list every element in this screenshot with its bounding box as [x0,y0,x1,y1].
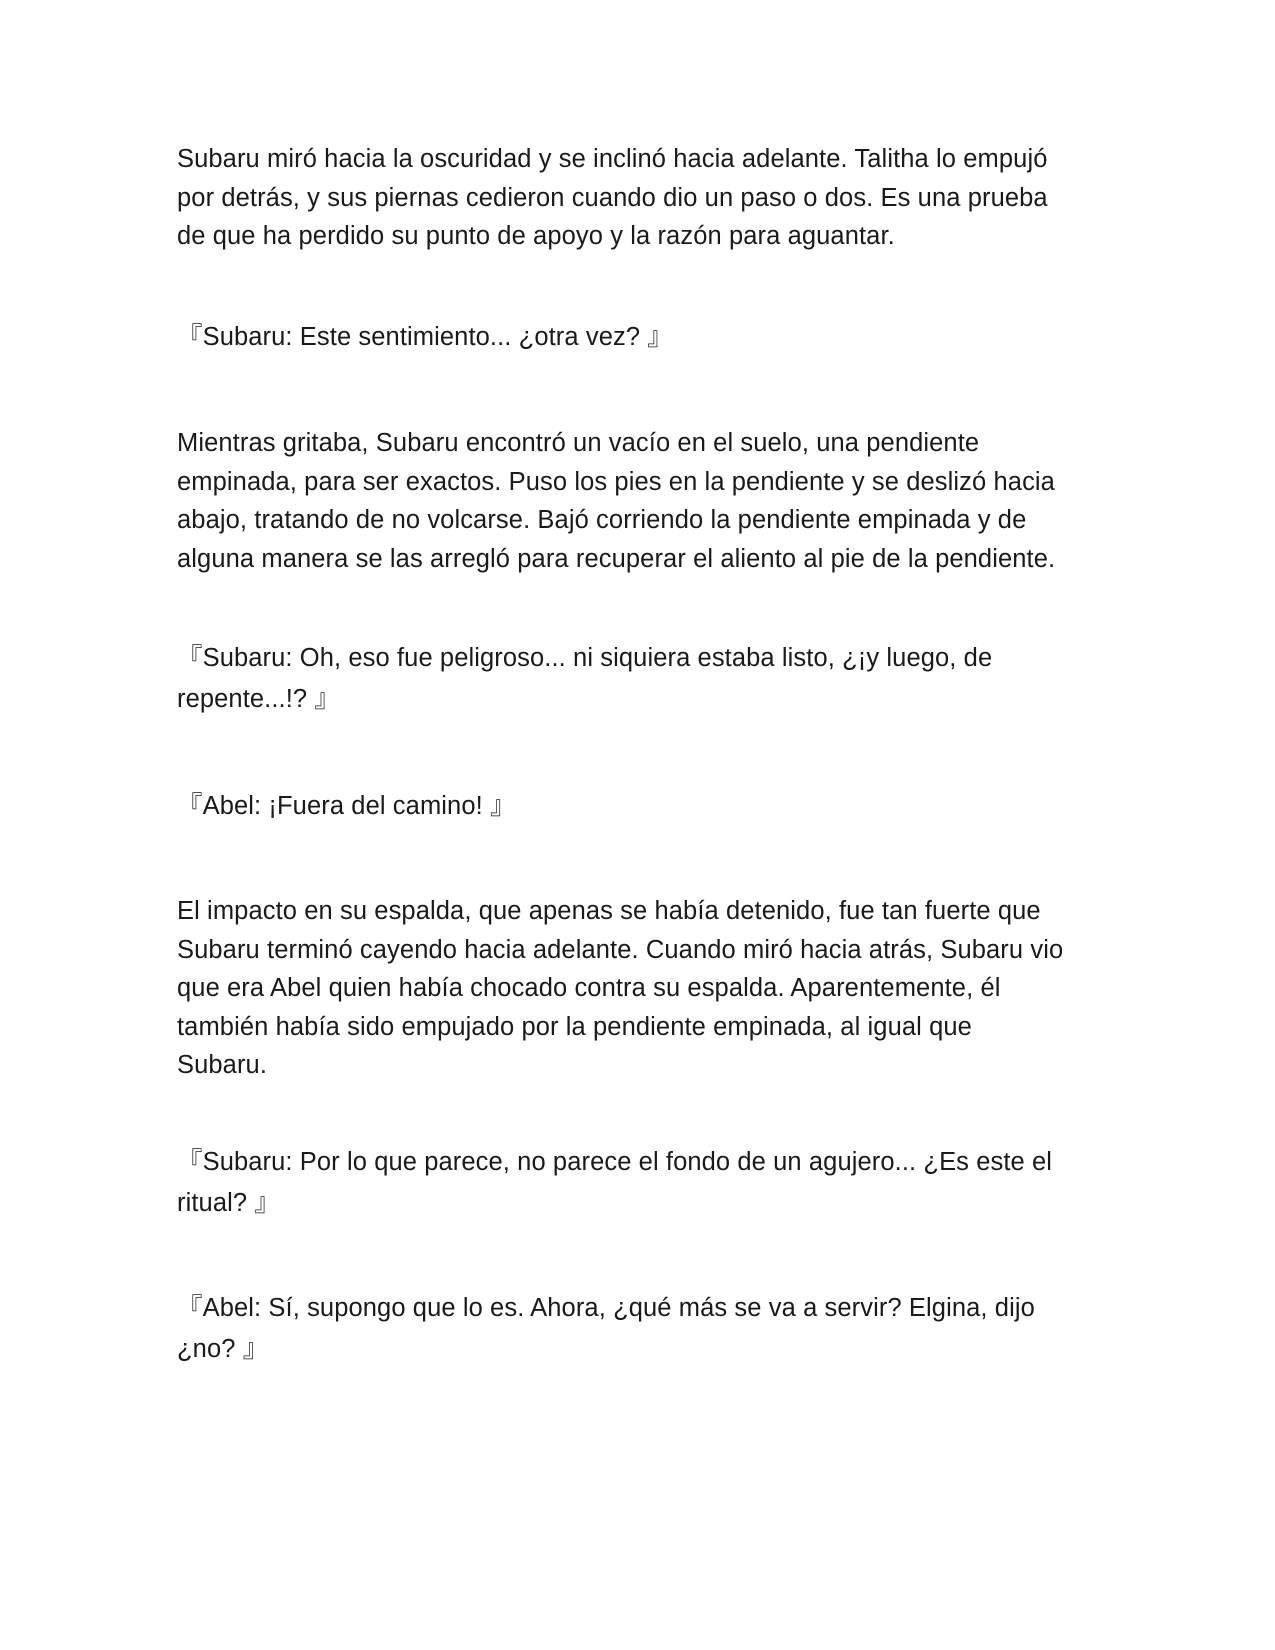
narration-paragraph-3: El impacto en su espalda, que apenas se había detenido, fue tan fuerte que Subaru terminó cayendo hacia adelante. Cuando miró hacia atrás, Subaru vio que era Abel quien había chocado contra su espalda. Aparentemente, él también había sido empujado por la pendiente empinada, al igual que Subaru. [177,897,1064,1079]
dialogue-line-4: 『Subaru: Por lo que parece, no parece el fondo de un agujero... ¿Es este el ritual? 』 [177,1148,1053,1217]
narration-paragraph-2: Mientras gritaba, Subaru encontró un vacío en el suelo, una pendiente empinada, para ser exactos. Puso los pies en la pendiente y se deslizó hacia abajo, tratando de no volcarse. Bajó corriendo la pendiente empinada y de alguna manera se las arregló para recuperar el aliento al pie de la pendiente. [177,429,1056,573]
dialogue-line-5: 『Abel: Sí, supongo que lo es. Ahora, ¿qué más se va a servir? Elgina, dijo ¿no? 』 [177,1294,1035,1363]
narration-paragraph-1: Subaru miró hacia la oscuridad y se inclinó hacia adelante. Talitha lo empujó por detrás, y sus piernas cedieron cuando dio un paso o dos. Es una prueba de que ha perdido su punto de apoyo y la razón para aguantar. [177,145,1048,250]
dialogue-line-1: 『Subaru: Este sentimiento... ¿otra vez? 』 [177,323,673,351]
dialogue-line-2: 『Subaru: Oh, eso fue peligroso... ni siquiera estaba listo, ¿¡y luego, de repente...!? 』 [177,644,993,713]
dialogue-line-3: 『Abel: ¡Fuera del camino! 』 [177,792,516,820]
